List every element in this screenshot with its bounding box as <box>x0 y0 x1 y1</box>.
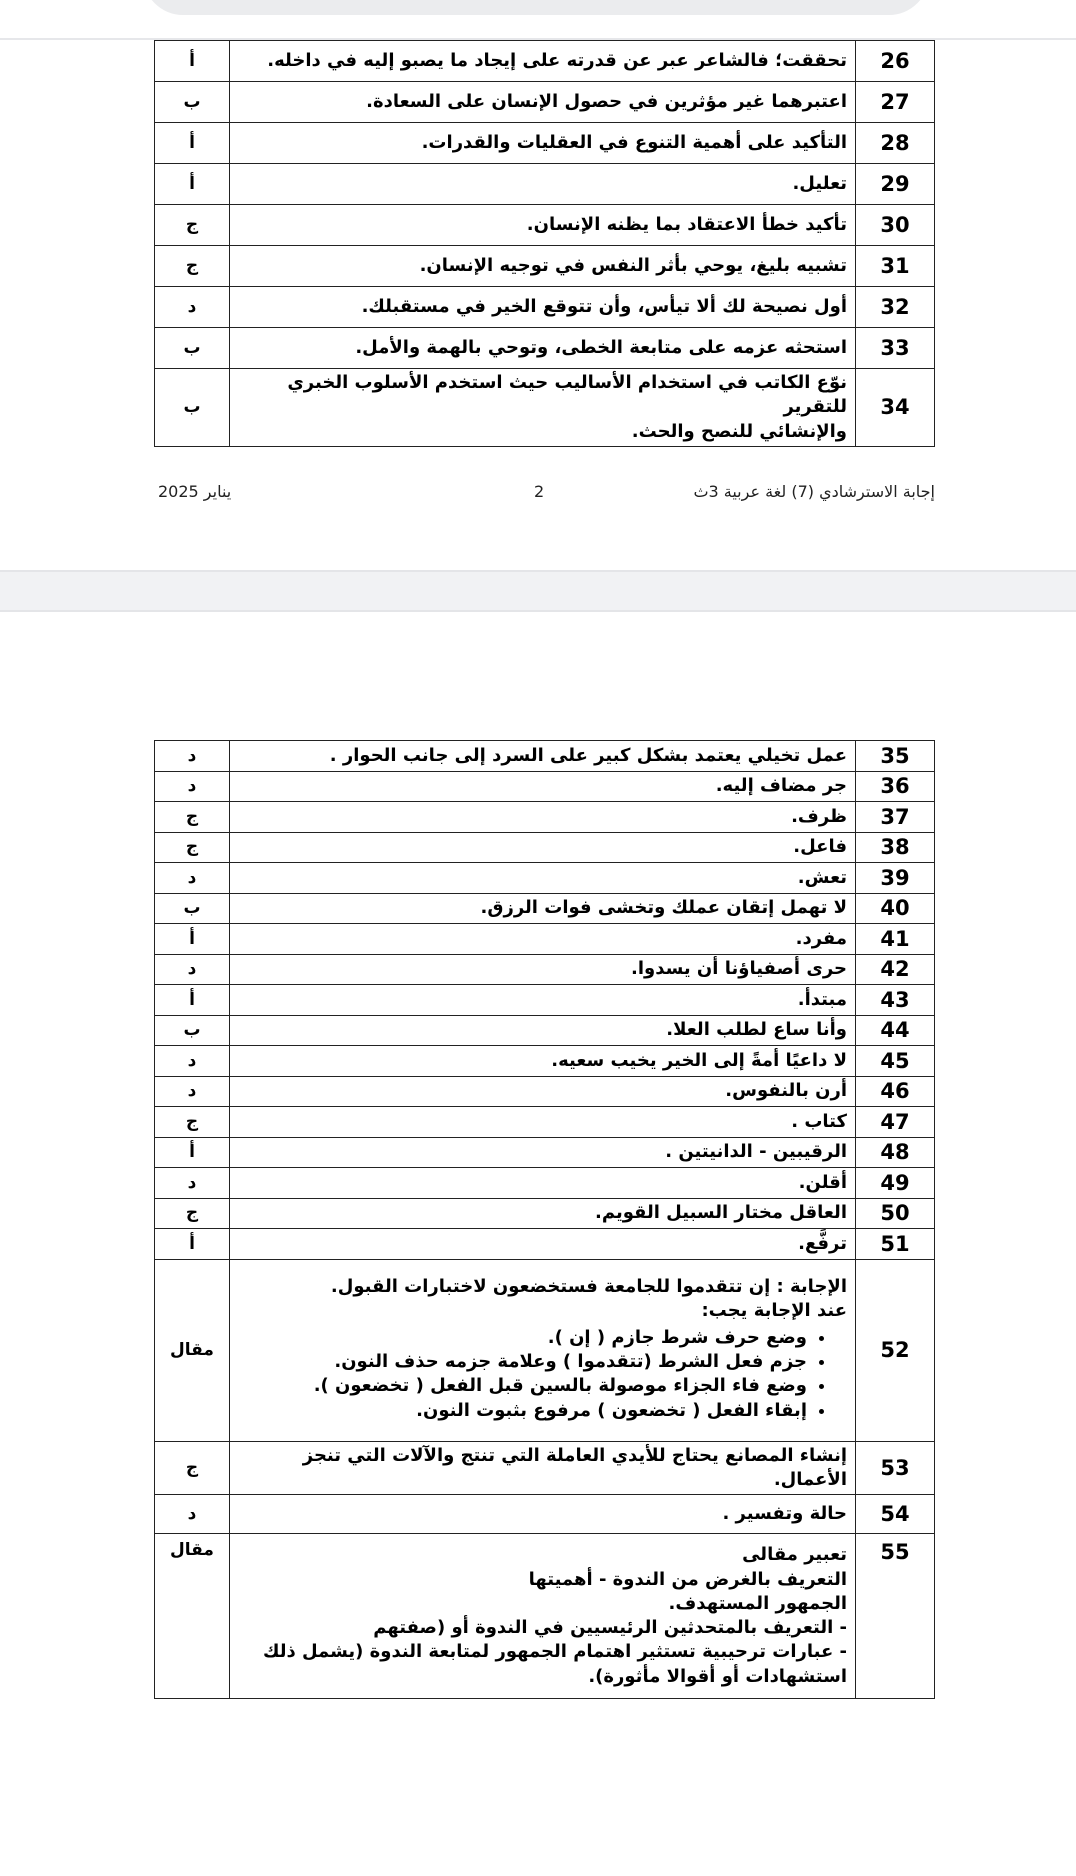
table-row <box>155 863 935 894</box>
answer-text-line: التعريف بالغرض من الندوة - أهميتها <box>528 1568 847 1590</box>
question-number: 44 <box>856 1015 935 1046</box>
answer-text: أرن بالنفوس. <box>230 1076 856 1107</box>
question-number: 29 <box>856 164 935 205</box>
question-number: 42 <box>856 954 935 985</box>
answer-text <box>230 1259 856 1441</box>
table-row <box>155 1229 935 1260</box>
table-row <box>155 1107 935 1138</box>
table-row <box>155 1441 935 1495</box>
answer-text-line: عند الإجابة يجب: <box>701 1300 847 1322</box>
answer-text: اعتبرهما غير مؤثرين في حصول الإنسان على السعادة. <box>230 82 856 123</box>
table-row <box>155 1168 935 1199</box>
answers-table-page-1 <box>154 40 935 447</box>
answer-choice: د <box>155 1495 230 1534</box>
answer-text: تأكيد خطأ الاعتقاد بما يظنه الإنسان. <box>230 205 856 246</box>
answer-choice: ب <box>155 893 230 924</box>
answer-text: ظرف. <box>230 802 856 833</box>
answer-choice: أ <box>155 985 230 1016</box>
table-row <box>155 1259 935 1441</box>
answer-choice: مقال <box>155 1534 230 1699</box>
answer-choice: مقال <box>155 1259 230 1441</box>
question-number: 41 <box>856 924 935 955</box>
answer-text <box>230 369 856 447</box>
answer-choice: ج <box>155 1107 230 1138</box>
table-row <box>155 369 935 447</box>
answer-text-line: - عبارات ترحيبية تستثير اهتمام الجمهور لمتابعة الندوة (يشمل ذلك <box>262 1641 847 1663</box>
question-number: 54 <box>856 1495 935 1534</box>
answer-text-line: نوّع الكاتب في استخدام الأساليب حيث استخدم الأسلوب الخبري للتقرير <box>287 372 847 418</box>
answer-text: تشبيه بليغ، يوحي بأثر النفس في توجيه الإنسان. <box>230 246 856 287</box>
table-row <box>155 205 935 246</box>
question-number: 37 <box>856 802 935 833</box>
answer-text: استحثه عزمه على متابعة الخطى، وتوحي بالهمة والأمل. <box>230 328 856 369</box>
answer-choice: أ <box>155 164 230 205</box>
answer-text-line: استشهادات أو أقوالا مأثورة). <box>588 1665 847 1687</box>
answer-choice: د <box>155 741 230 772</box>
answer-text: فاعل. <box>230 832 856 863</box>
page-footer <box>154 482 935 506</box>
answer-text: جر مضاف إليه. <box>230 771 856 802</box>
answer-choice: د <box>155 1046 230 1077</box>
question-number: 48 <box>856 1137 935 1168</box>
browser-top-tab <box>143 0 929 15</box>
answer-choice: ب <box>155 369 230 447</box>
answer-text <box>230 1534 856 1699</box>
footer-title: إجابة الاسترشادي (7) لغة عربية 3ث <box>693 482 935 501</box>
answer-text: حرى أصفياؤنا أن يسدوا. <box>230 954 856 985</box>
answers-table-page-2 <box>154 740 935 1699</box>
answer-choice: ج <box>155 802 230 833</box>
answer-choice: د <box>155 1168 230 1199</box>
question-number: 51 <box>856 1229 935 1260</box>
list-item: • وضع حرف شرط جازم ( إن ). <box>238 1326 807 1350</box>
table-row <box>155 41 935 82</box>
answer-choice: ج <box>155 1198 230 1229</box>
answer-text-line: الجمهور المستهدف. <box>668 1592 847 1614</box>
table-row <box>155 164 935 205</box>
question-number: 49 <box>856 1168 935 1199</box>
answer-text: ترفَّع. <box>230 1229 856 1260</box>
answer-choice: ج <box>155 1441 230 1495</box>
answer-choice: ب <box>155 82 230 123</box>
answer-text: مفرد. <box>230 924 856 955</box>
question-number: 35 <box>856 741 935 772</box>
answer-text: وأنا ساع لطلب العلا. <box>230 1015 856 1046</box>
question-number: 34 <box>856 369 935 447</box>
answer-text: التأكيد على أهمية التنوع في العقليات والقدرات. <box>230 123 856 164</box>
table-row <box>155 1015 935 1046</box>
answer-choice: أ <box>155 1229 230 1260</box>
page-separator <box>0 570 1076 612</box>
table-row <box>155 246 935 287</box>
answer-choice: ب <box>155 328 230 369</box>
table-row <box>155 1198 935 1229</box>
table-row <box>155 328 935 369</box>
question-number: 43 <box>856 985 935 1016</box>
question-number: 45 <box>856 1046 935 1077</box>
answer-text: الرقيبين - الدانيتين . <box>230 1137 856 1168</box>
answer-choice: د <box>155 954 230 985</box>
question-number: 52 <box>856 1259 935 1441</box>
answer-text: أول نصيحة لك ألا تيأس، وأن تتوقع الخير في مستقبلك. <box>230 287 856 328</box>
question-number: 47 <box>856 1107 935 1138</box>
answer-choice: ب <box>155 1015 230 1046</box>
table-row <box>155 802 935 833</box>
table-row <box>155 1046 935 1077</box>
answer-text: لا داعيًا أمةً إلى الخير يخيب سعيه. <box>230 1046 856 1077</box>
table-row <box>155 1137 935 1168</box>
question-number: 36 <box>856 771 935 802</box>
answer-choice: أ <box>155 1137 230 1168</box>
table-row <box>155 954 935 985</box>
answer-text: مبتدأ. <box>230 985 856 1016</box>
footer-page-number: 2 <box>534 482 545 501</box>
question-number: 55 <box>856 1534 935 1699</box>
question-number: 50 <box>856 1198 935 1229</box>
answer-choice: د <box>155 863 230 894</box>
answer-text-line: والإنشائي للنصح والحث. <box>631 420 847 442</box>
table-row <box>155 985 935 1016</box>
answer-choice: ج <box>155 246 230 287</box>
list-item: • وضع فاء الجزاء موصولة بالسين قبل الفعل ( تخضعون ). <box>238 1374 807 1398</box>
question-number: 27 <box>856 82 935 123</box>
table-row <box>155 123 935 164</box>
question-number: 38 <box>856 832 935 863</box>
answer-text: لا تهمل إتقان عملك وتخشى فوات الرزق. <box>230 893 856 924</box>
table-row <box>155 1534 935 1699</box>
question-number: 32 <box>856 287 935 328</box>
question-number: 31 <box>856 246 935 287</box>
table-row <box>155 1495 935 1534</box>
question-number: 40 <box>856 893 935 924</box>
answer-text: عمل تخيلي يعتمد بشكل كبير على السرد إلى جانب الحوار . <box>230 741 856 772</box>
question-number: 46 <box>856 1076 935 1107</box>
bullet-list <box>238 1326 847 1423</box>
answer-text: العاقل مختار السبيل القويم. <box>230 1198 856 1229</box>
question-number: 26 <box>856 41 935 82</box>
table-row <box>155 771 935 802</box>
answer-text: تعش. <box>230 863 856 894</box>
answer-choice: أ <box>155 123 230 164</box>
answer-text: تحققت؛ فالشاعر عبر عن قدرته على إيجاد ما يصبو إليه في داخله. <box>230 41 856 82</box>
table-row <box>155 893 935 924</box>
table-row <box>155 924 935 955</box>
list-item: • جزم فعل الشرط (تتقدموا ) وعلامة جزمه حذف النون. <box>238 1350 807 1374</box>
answer-choice: أ <box>155 41 230 82</box>
answer-choice: أ <box>155 924 230 955</box>
answer-text: حالة وتفسير . <box>230 1495 856 1534</box>
answer-choice: د <box>155 1076 230 1107</box>
answer-choice: ج <box>155 205 230 246</box>
answer-choice: ج <box>155 832 230 863</box>
answer-text: تعليل. <box>230 164 856 205</box>
table-row <box>155 287 935 328</box>
table-row <box>155 832 935 863</box>
list-item: • إبقاء الفعل ( تخضعون ) مرفوع بثبوت النون. <box>238 1399 807 1423</box>
question-number: 39 <box>856 863 935 894</box>
answer-choice: د <box>155 771 230 802</box>
footer-date: يناير 2025 <box>158 482 232 501</box>
table-row <box>155 1076 935 1107</box>
answer-text-line: تعبير مقالى <box>742 1544 847 1566</box>
table-row <box>155 741 935 772</box>
answer-choice: د <box>155 287 230 328</box>
answer-text: أقلن. <box>230 1168 856 1199</box>
question-number: 28 <box>856 123 935 164</box>
answer-text-line: الإجابة : إن تتقدموا للجامعة فستخضعون لاختبارات القبول. <box>330 1276 847 1298</box>
question-number: 30 <box>856 205 935 246</box>
question-number: 33 <box>856 328 935 369</box>
table-row <box>155 82 935 123</box>
answer-text-line: - التعريف بالمتحدثين الرئيسيين في الندوة أو (صفتهم <box>373 1617 847 1639</box>
answer-text: إنشاء المصانع يحتاج للأيدي العاملة التي تنتج والآلات التي تنجز الأعمال. <box>230 1441 856 1495</box>
answer-text: كتاب . <box>230 1107 856 1138</box>
question-number: 53 <box>856 1441 935 1495</box>
